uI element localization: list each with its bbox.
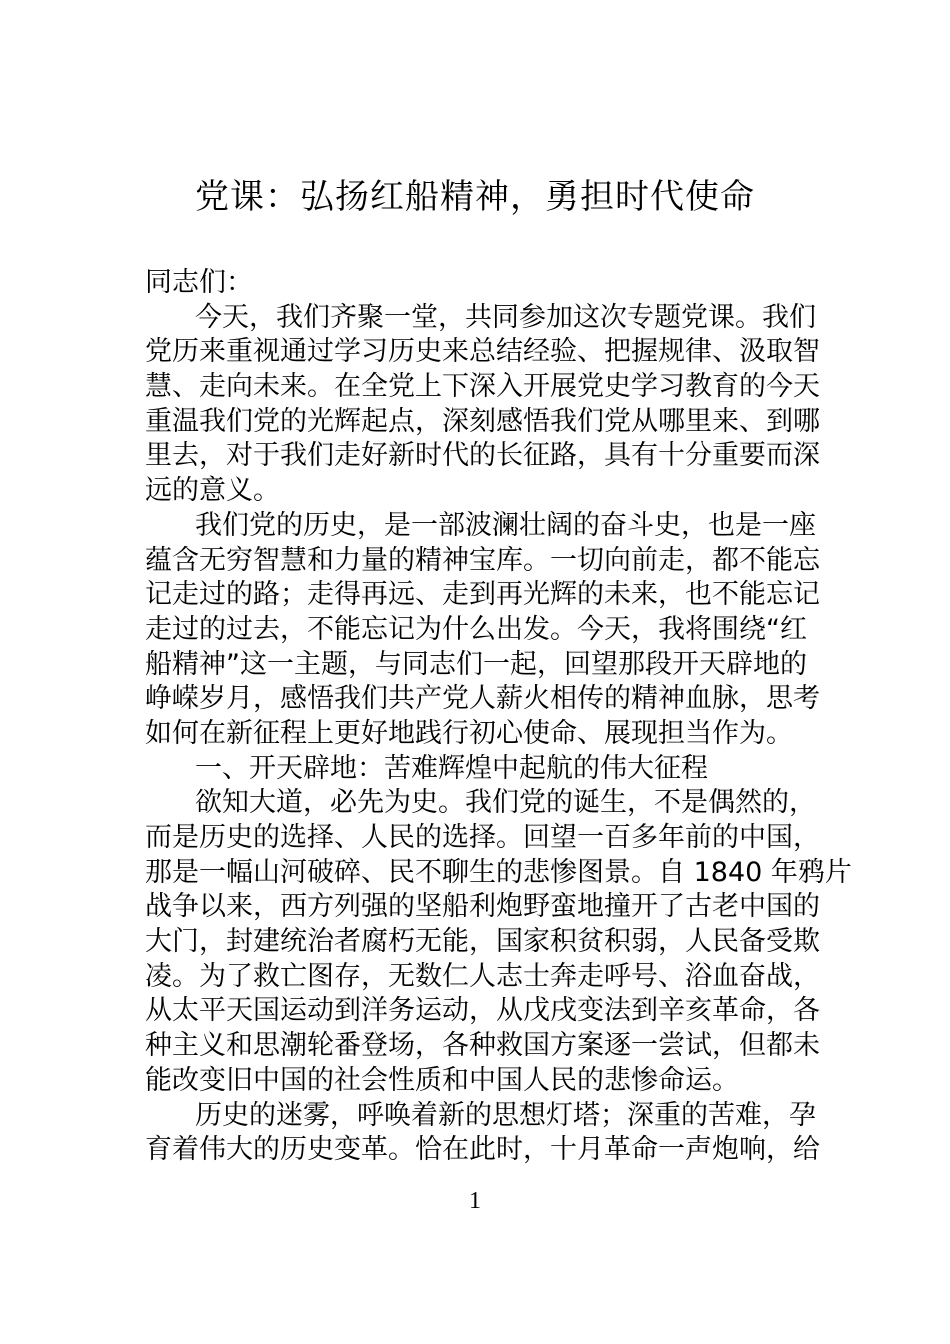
text-line: 那是一幅山河破碎、民不聊生的悲惨图景。自 1840 年鸦片 [145, 856, 852, 888]
text-line: 慧、走向未来。在全党上下深入开展党史学习教育的今天 [145, 371, 820, 403]
paragraph [145, 301, 820, 509]
paragraph [145, 786, 852, 1098]
text-line: 育着伟大的历史变革。恰在此时，十月革命一声炮响，给 [145, 1134, 820, 1166]
paragraph [145, 1099, 820, 1168]
text-line: 种主义和思潮轮番登场，各种救国方案逐一尝试，但都未 [145, 1030, 820, 1062]
text-line: 凌。为了救亡图存，无数仁人志士奔走呼号、浴血奋战， [145, 960, 820, 992]
text-line: 今天，我们齐聚一堂，共同参加这次专题党课。我们 [195, 301, 816, 333]
section-heading [145, 752, 807, 787]
text-line: 蕴含无穷智慧和力量的精神宝库。一切向前走，都不能忘 [145, 544, 820, 576]
document-title: 党课：弘扬红船精神，勇担时代使命 [195, 177, 755, 217]
text-line: 里去，对于我们走好新时代的长征路，具有十分重要而深 [145, 440, 820, 472]
text-line: 而是历史的选择、人民的选择。回望一百多年前的中国， [145, 822, 820, 853]
text-line: 历史的迷雾，呼唤着新的思想灯塔；深重的苦难，孕 [195, 1099, 816, 1131]
text-line: 如何在新征程上更好地践行初心使命、展现担当作为。 [145, 717, 793, 749]
salutation [145, 266, 807, 301]
page-number: 1 [469, 1188, 481, 1214]
text-line: 我们党的历史，是一部波澜壮阔的奋斗史，也是一座 [195, 509, 816, 541]
text-line: 党历来重视通过学习历史来总结经验、把握规律、汲取智 [145, 336, 820, 368]
text-line: 战争以来，西方列强的坚船利炮野蛮地撞开了古老中国的 [145, 891, 820, 923]
text-line: 从太平天国运动到洋务运动，从戊戌变法到辛亥革命，各 [145, 995, 820, 1027]
text-line: 记走过的路；走得再远、走到再光辉的未来，也不能忘记 [145, 579, 820, 611]
text-line: 大门，封建统治者腐朽无能，国家积贫积弱，人民备受欺 [145, 926, 820, 958]
text-line: 一、开天辟地：苦难辉煌中起航的伟大征程 [195, 752, 708, 784]
text-line: 远的意义。 [145, 475, 280, 507]
text-line: 走过的过去，不能忘记为什么出发。今天，我将围绕“红 [145, 613, 807, 645]
document-body [145, 266, 852, 1168]
text-line: 欲知大道，必先为史。我们党的诞生，不是偶然的， [195, 787, 816, 819]
text-line: 同志们： [145, 267, 253, 298]
text-line: 峥嵘岁月，感悟我们共产党人薪火相传的精神血脉，思考 [145, 683, 820, 715]
paragraph [145, 509, 820, 752]
text-line: 重温我们党的光辉起点，深刻感悟我们党从哪里来、到哪 [145, 405, 820, 437]
text-line: 船精神”这一主题，与同志们一起，回望那段开天辟地的 [145, 648, 807, 680]
text-line: 能改变旧中国的社会性质和中国人民的悲惨命运。 [145, 1064, 739, 1096]
